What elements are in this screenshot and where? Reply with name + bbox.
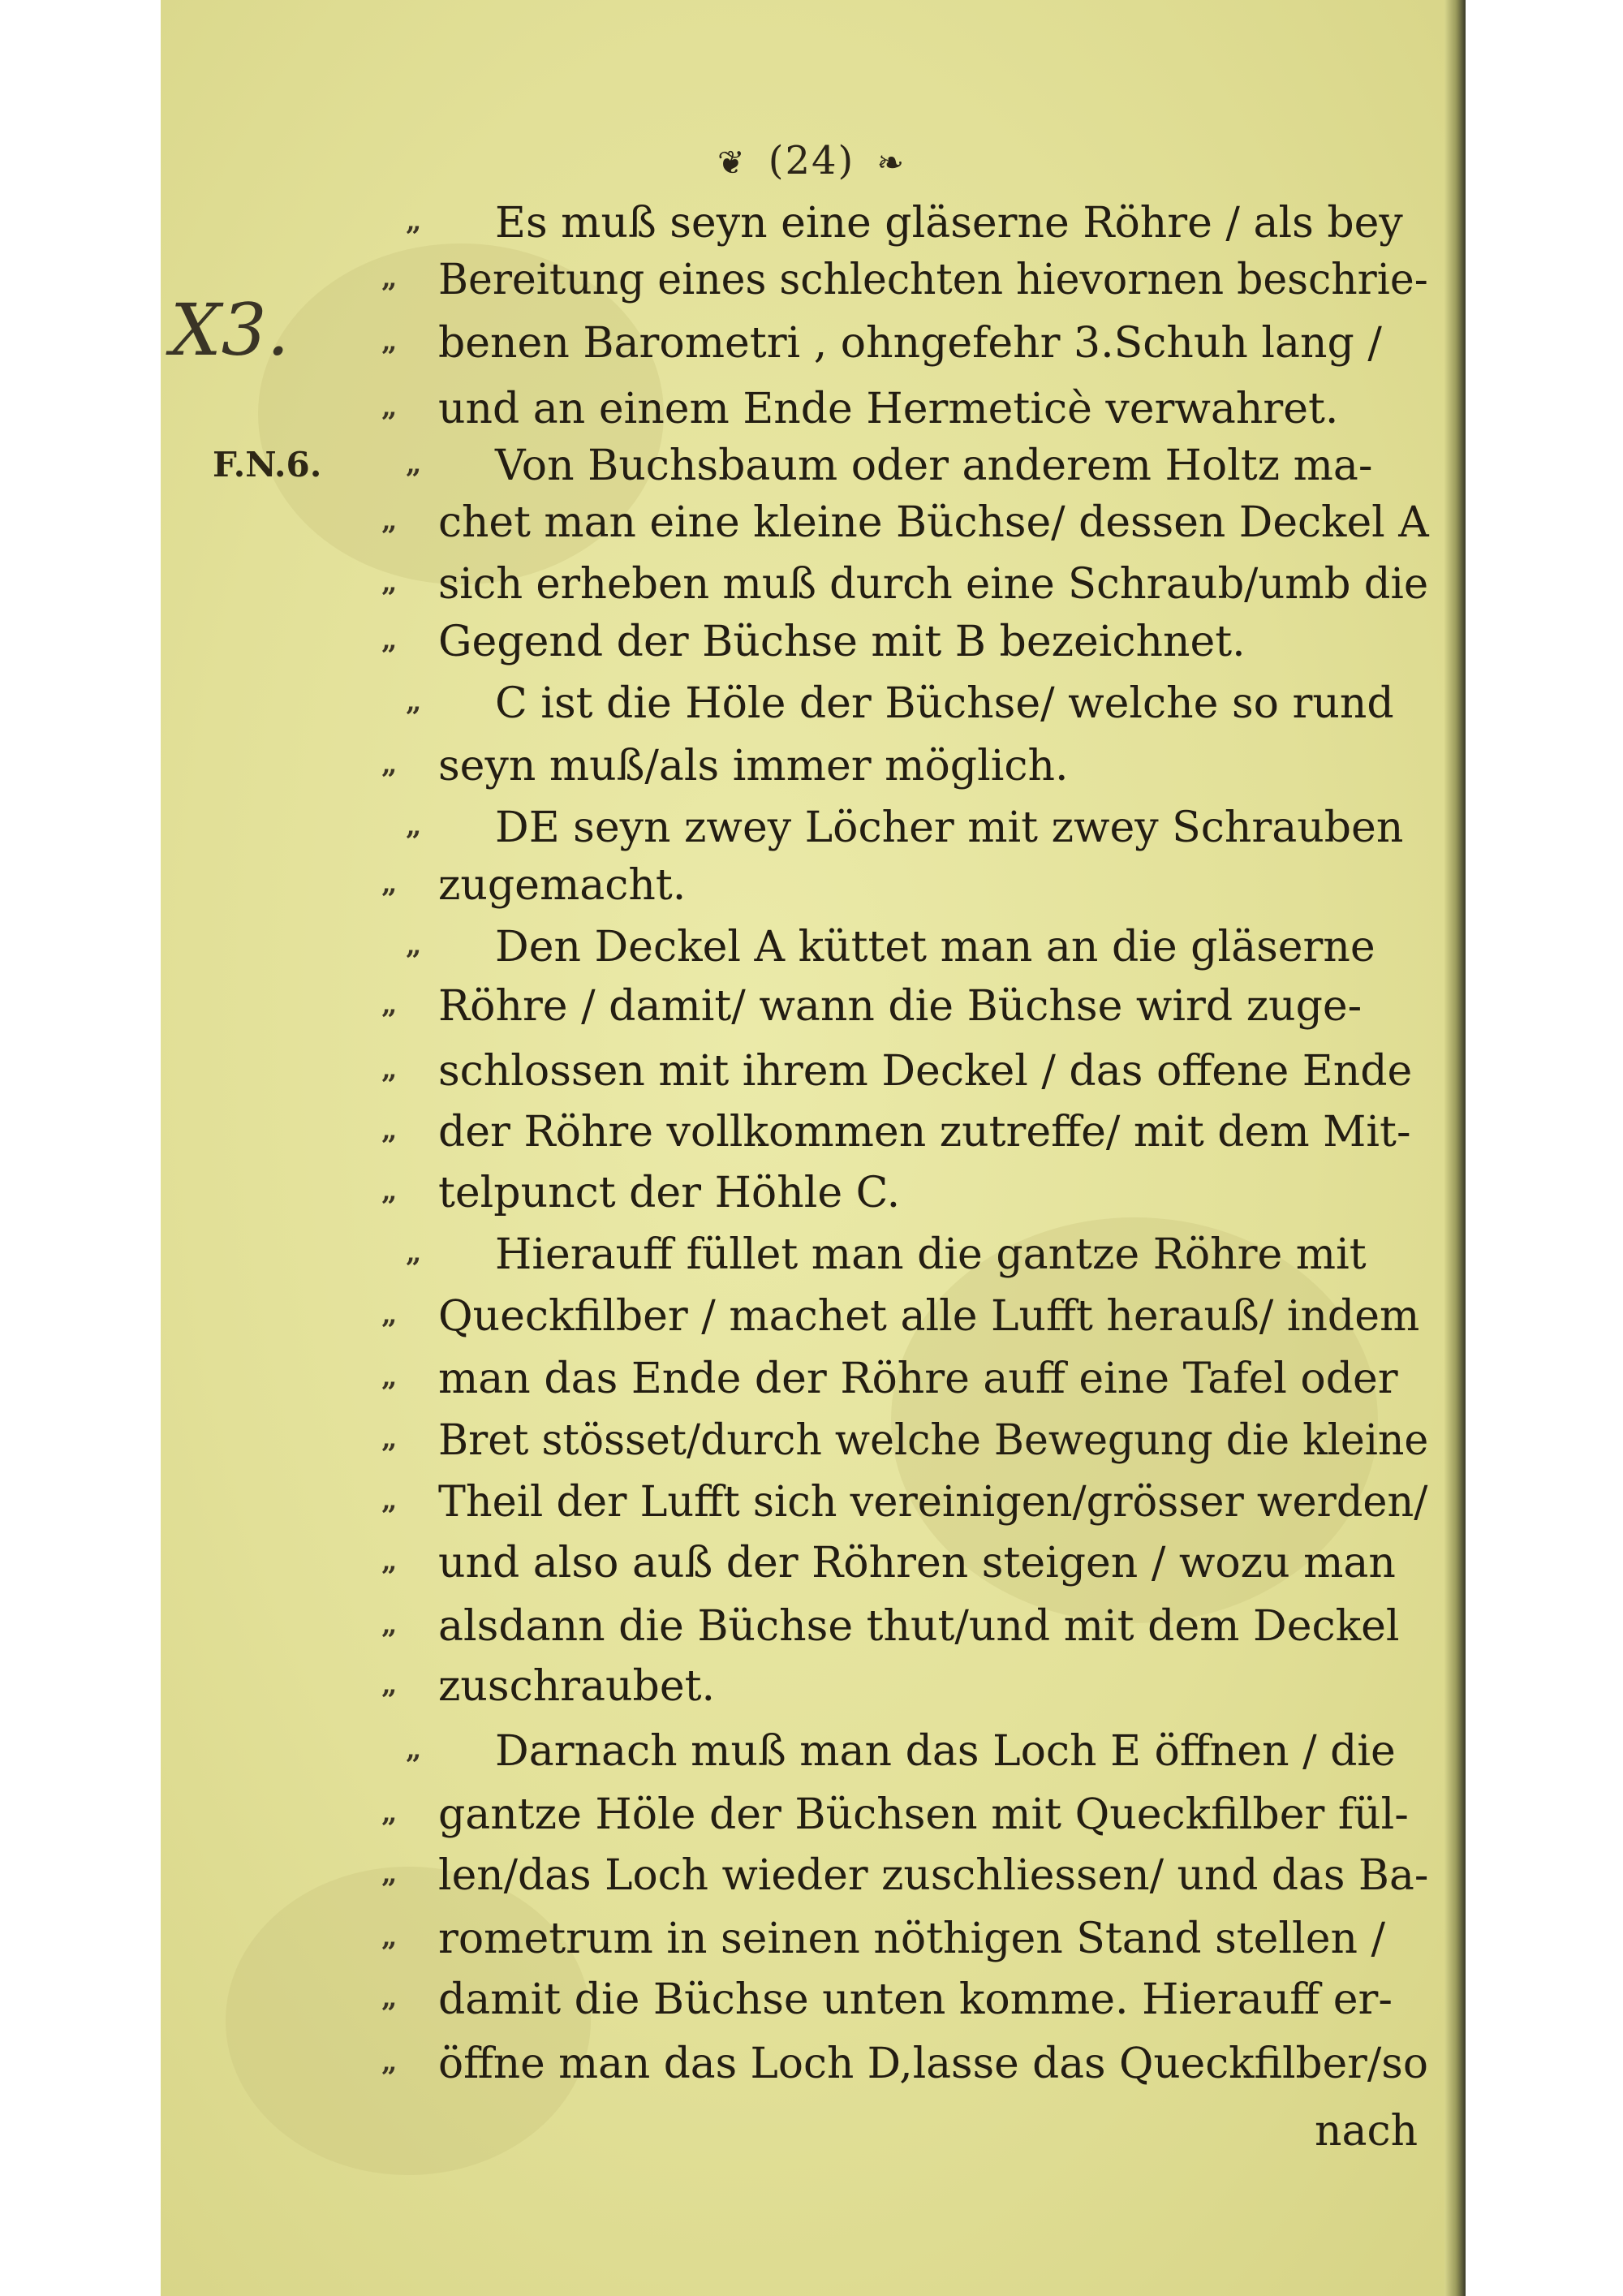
margin-note-x3: X3. <box>170 288 290 372</box>
text-line: DE seyn zwey Löcher mit zwey Schrauben <box>495 803 1404 852</box>
text-line: öffne man das Loch D,lasse das Queckfilber/so <box>438 2040 1428 2088</box>
book-gutter <box>1444 0 1466 2296</box>
quote-mark: „ <box>381 391 398 424</box>
text-line: chet man eine kleine Büchse/ dessen Deckel A <box>438 498 1429 547</box>
quote-mark: „ <box>381 1484 398 1517</box>
text-line: gantze Höle der Büchsen mit Queckfilber fül- <box>438 1790 1409 1839</box>
text-line: man das Ende der Röhre auff eine Tafel oder <box>438 1355 1398 1403</box>
quote-mark: „ <box>381 505 398 537</box>
quote-mark: „ <box>381 748 398 781</box>
quote-mark: „ <box>381 868 398 900</box>
text-line: Theil der Lufft sich vereinigen/grösser werden/ <box>438 1478 1428 1527</box>
quote-mark: „ <box>381 1669 398 1701</box>
text-line: zugemacht. <box>438 861 687 910</box>
quote-mark: „ <box>381 1545 398 1578</box>
quote-mark: „ <box>381 1921 398 1954</box>
page-header <box>609 138 1014 183</box>
text-line: und also auß der Röhren steigen / wozu man <box>438 1539 1396 1587</box>
quote-mark: „ <box>406 1734 422 1766</box>
text-line: und an einem Ende Hermeticè verwahret. <box>438 385 1339 433</box>
quote-mark: „ <box>381 1053 398 1086</box>
quote-mark: „ <box>381 1423 398 1455</box>
text-line: alsdann die Büchse thut/und mit dem Deckel <box>438 1602 1400 1651</box>
quote-mark: „ <box>406 1237 422 1269</box>
quote-mark: „ <box>406 810 422 842</box>
text-line: rometrum in seinen nöthigen Stand stellen / <box>438 1915 1386 1963</box>
quote-mark: „ <box>381 1361 398 1394</box>
text-line: Röhre / damit/ wann die Büchse wird zuge- <box>438 982 1363 1031</box>
text-line: Queckfilber / machet alle Lufft herauß/ indem <box>438 1292 1420 1341</box>
page-number: (24) <box>768 138 855 183</box>
text-line: Von Buchsbaum oder anderem Holtz ma- <box>495 442 1373 490</box>
quote-mark: „ <box>381 1299 398 1331</box>
ornament-left-icon: ❦ <box>717 144 747 182</box>
quote-mark: „ <box>381 325 398 358</box>
quote-mark: „ <box>381 2046 398 2078</box>
text-line: Gegend der Büchse mit B bezeichnet. <box>438 618 1246 666</box>
quote-mark: „ <box>406 929 422 962</box>
quote-mark: „ <box>381 262 398 295</box>
quote-mark: „ <box>381 1982 398 2014</box>
text-line: Es muß seyn eine gläserne Röhre / als bey <box>495 199 1403 248</box>
quote-mark: „ <box>381 1114 398 1147</box>
margin-note-fn6: F.N.6. <box>213 445 322 485</box>
text-line: der Röhre vollkommen zutreffe/ mit dem Mit- <box>438 1108 1411 1157</box>
quote-mark: „ <box>406 448 422 480</box>
text-line: Hierauff füllet man die gantze Röhre mit <box>495 1230 1367 1279</box>
quote-mark: „ <box>406 686 422 718</box>
quote-mark: „ <box>381 624 398 657</box>
quote-mark: „ <box>381 1609 398 1641</box>
text-line: nach <box>1315 2107 1419 2156</box>
ornament-right-icon: ❧ <box>876 144 906 182</box>
quote-mark: „ <box>406 205 422 238</box>
text-line: damit die Büchse unten komme. Hierauff er- <box>438 1975 1393 2024</box>
text-line: sich erheben muß durch eine Schraub/umb die <box>438 560 1429 609</box>
quote-mark: „ <box>381 989 398 1021</box>
text-line: C ist die Höle der Büchse/ welche so rund <box>495 679 1394 728</box>
text-line: zuschraubet. <box>438 1662 716 1711</box>
text-line: telpunct der Höhle C. <box>438 1169 901 1217</box>
text-line: schlossen mit ihrem Deckel / das offene Ende <box>438 1047 1413 1096</box>
quote-mark: „ <box>381 1175 398 1208</box>
quote-mark: „ <box>381 1858 398 1890</box>
quote-mark: „ <box>381 1797 398 1829</box>
text-line: Bereitung eines schlechten hievornen beschrie- <box>438 256 1428 304</box>
text-line: benen Barometri , ohngefehr 3.Schuh lang / <box>438 319 1382 368</box>
text-line: Bret stösset/durch welche Bewegung die kleine <box>438 1416 1429 1465</box>
text-line: Den Deckel A küttet man an die gläserne <box>495 923 1375 971</box>
text-line: Darnach muß man das Loch E öffnen / die <box>495 1727 1396 1776</box>
text-line: seyn muß/als immer möglich. <box>438 742 1069 790</box>
quote-mark: „ <box>381 566 398 599</box>
text-line: len/das Loch wieder zuschliessen/ und das Ba- <box>438 1851 1429 1900</box>
